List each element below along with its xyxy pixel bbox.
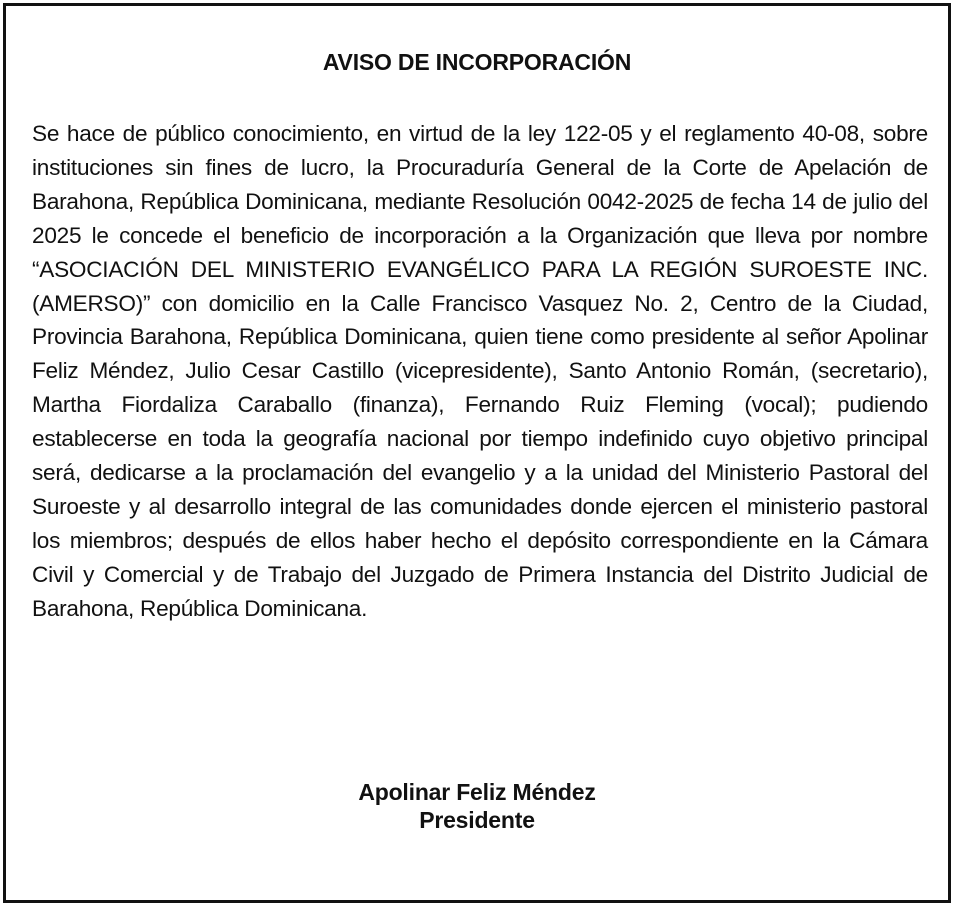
signature-name: Apolinar Feliz Méndez (358, 779, 596, 805)
signature-role: Presidente (419, 807, 535, 833)
notice-body: Se hace de público conocimiento, en virtud de la ley 122-05 y el reglamento 40-08, sobre instituciones sin fines de lucro, la Procuraduría General de la Corte de Apelación de Barahona, República Dominicana, mediante Resolución 0042-2025 de fecha 14 de julio del 2025 le concede el beneficio de incorporación a la Organización que lleva por nombre “ASOCIACIÓN DEL MINISTERIO EVANGÉLICO PARA LA REGIÓN SUROESTE INC. (AMERSO)” con domicilio en la Calle Francisco Vasquez No. 2, Centro de la Ciudad, Provincia Barahona, República Dominicana, quien tiene como presidente al señor Apolinar Feliz Méndez, Julio Cesar Castillo (vicepresidente), Santo Antonio Román, (secretario), Martha Fiordaliza Caraballo (finanza), Fernando Ruiz Fleming (vocal); pudiendo establecerse en toda la geografía nacional por tiempo indefinido cuyo objetivo principal será, dedicarse a la proclamación del evangelio y a la unidad del Ministerio Pastoral del Suroeste y al desarrollo integral de las comunidades donde ejercen el ministerio pastoral los miembros; después de ellos haber hecho el depósito correspondiente en la Cámara Civil y Comercial y de Trabajo del Juzgado de Primera Instancia del Distrito Judicial de Barahona, República Dominicana. (32, 121, 928, 621)
notice-title: AVISO DE INCORPORACIÓN (322, 49, 632, 75)
notice-frame (3, 3, 951, 903)
signature-block (6, 778, 948, 834)
